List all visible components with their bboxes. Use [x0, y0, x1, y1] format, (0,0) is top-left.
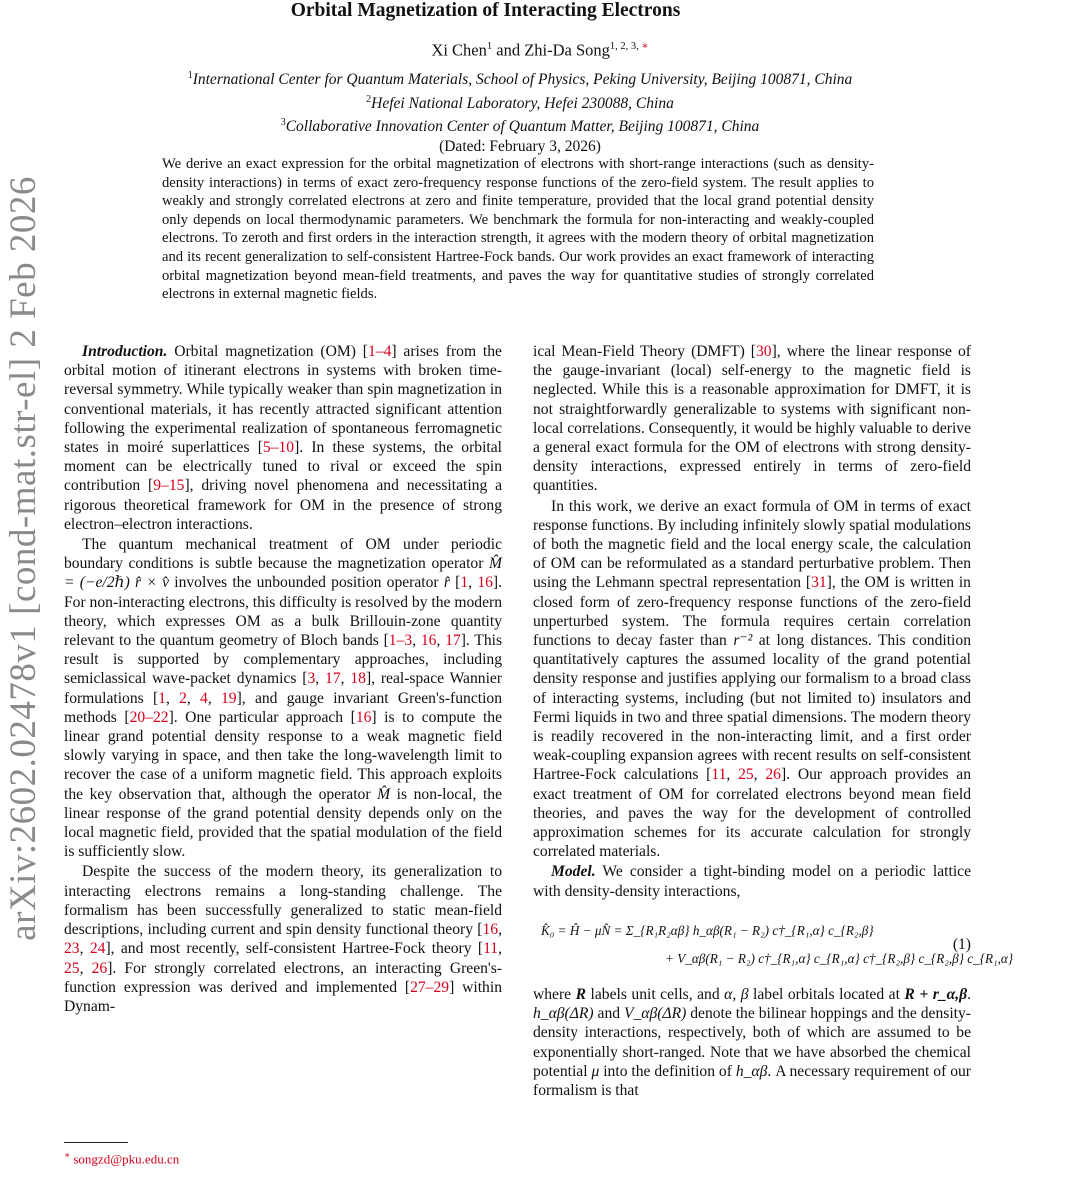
- citation-link[interactable]: 11: [483, 940, 499, 958]
- inline-math: R + r_α,β: [904, 985, 968, 1003]
- inline-math: μ: [591, 1062, 600, 1080]
- citation-link[interactable]: 23: [64, 940, 80, 958]
- author-line: [0, 40, 1080, 61]
- body-paragraph: Model. We consider a tight-binding model on a periodic lattice with density-density interactions,: [533, 863, 971, 900]
- affiliation-1: $^1$International Center for Quantum Materials, School of Physics, Peking University, Beijing 100871, China: [187, 70, 853, 89]
- author-and: and: [496, 40, 521, 60]
- equation-line-2: + V_αβ(R₁ − R₂) c†_{R₁,α} c_{R₁,α} c†_{R₂,β} c_{R₂,β} c_{R₁,α}: [665, 950, 1014, 966]
- citation-link[interactable]: 16: [355, 708, 372, 726]
- citation-link[interactable]: 19: [221, 689, 237, 707]
- citation-link[interactable]: 17: [325, 670, 341, 688]
- affiliation-3: $^3$Collaborative Innovation Center of Quantum Matter, Beijing 100871, China: [280, 117, 760, 136]
- left-column: [64, 342, 502, 1017]
- citation-link[interactable]: 26: [765, 766, 781, 784]
- equation-number: (1): [952, 935, 971, 953]
- citation-link[interactable]: 1–4: [367, 343, 392, 360]
- footnote-star: ∗: [64, 1150, 71, 1160]
- corresponding-star[interactable]: ∗: [641, 41, 649, 52]
- citation-link[interactable]: 11: [711, 766, 727, 784]
- equation-line-1: K̂₀ = Ĥ − μN̂ = Σ_{R₁R₂αβ} h_αβ(R₁ − R₂) c†_{R₁,α} c_{R₂,β}: [541, 922, 874, 938]
- citation-link[interactable]: 4: [200, 689, 208, 707]
- citation-link[interactable]: 31: [811, 574, 827, 592]
- citation-link[interactable]: 5–10: [262, 439, 295, 457]
- arxiv-identifier: [0, 175, 58, 941]
- citation-link[interactable]: 2: [179, 689, 187, 707]
- abstract: We derive an exact expression for the orbital magnetization of electrons with short-range interactions (such as density-density interactions) in terms of exact zero-frequency response functions of the zero-field system. The result applies to weakly and strongly correlated electrons at zero and finite temperature, provided that the local grand potential density only depends on local thermodynamic parameters. We benchmark the formula for non-interacting and weakly-coupled electrons. To zeroth and first orders in the interaction strength, it agrees with the modern theory of orbital magnetization and its recent generalization to self-consistent Hartree-Fock bands. Our work provides an exact framework of interacting orbital magnetization beyond mean-field treatments, and paves the way for quantitative studies of strongly correlated electrons in external magnetic fields.: [162, 156, 874, 303]
- inline-math: h_αβ(ΔR): [533, 1005, 594, 1023]
- citation-link[interactable]: 17: [445, 632, 461, 650]
- inline-math: α, β: [724, 985, 749, 1003]
- inline-math: h_αβ: [735, 1062, 768, 1080]
- body-paragraph: The quantum mechanical treatment of OM under periodic boundary conditions is subtle because the magnetization operator M̂ = (−e/2ℏ) r̂ × v̂ involves the unbounded position operator r̂ [1, 16]. For non-interacting electrons, this difficulty is resolved by the modern theory, which expresses OM as a bulk Brillouin-zone quantity relevant to the quantum geometry of Bloch bands [1–3, 16, 17]. This result is supported by complementary approaches, including semiclassical wave-packet dynamics [3, 17, 18], real-space Wannier formulations [1, 2, 4, 19], and gauge invariant Green's-function methods [20–22]. One particular approach [16] is to compute the linear grand potential density response to a weak magnetic field slowly varying in space, and then take the long-wavelength limit to recover the case of a uniform magnetic field. This approach exploits the key observation that, although the operator M̂ is non-local, the linear response of the grand potential density depends only on the local magnetic field, provided that the spatial modulation of the field is sufficiently slow.: [64, 536, 503, 861]
- citation-link[interactable]: 20–22: [129, 708, 169, 726]
- section-header-introduction: Introduction.: [82, 343, 168, 360]
- citation-link[interactable]: 16: [420, 632, 437, 650]
- inline-math: M̂ = (−e/2ℏ) r̂ × v̂: [64, 555, 502, 592]
- paper-title: Orbital Magnetization of Interacting Electrons: [290, 0, 681, 21]
- equation-1: [533, 917, 1014, 973]
- citation-link[interactable]: 16: [482, 921, 499, 939]
- body-paragraph: ical Mean-Field Theory (DMFT) [30], where the linear response of the gauge-invariant (local) self-energy to the magnetic field is neglected. While this is a reasonable approximation for DMFT, it is not straightforwardly generalizable to systems with significant non-local correlations. Consequently, it would be highly valuable to derive a general exact formula for the OM of electrons with strong density-density interactions, expressed entirely in terms of zero-field quantities.: [533, 343, 971, 495]
- affiliations: [0, 66, 1040, 156]
- email-link[interactable]: songzd@pku.edu.cn: [73, 1151, 180, 1167]
- author-1-affil: 1: [486, 41, 493, 52]
- citation-link[interactable]: 25: [738, 766, 754, 784]
- citation-link[interactable]: 1: [158, 689, 166, 707]
- inline-math: M̂: [377, 785, 391, 803]
- footnote: [64, 1150, 179, 1167]
- citation-link[interactable]: 26: [91, 959, 108, 977]
- author-1: Xi Chen: [431, 40, 487, 60]
- affiliation-2: $^2$Hefei National Laboratory, Hefei 230088, China: [366, 93, 674, 112]
- inline-math: V_αβ(ΔR): [623, 1005, 687, 1023]
- section-header-model: Model.: [551, 863, 596, 881]
- citation-link[interactable]: 16: [477, 574, 493, 592]
- body-paragraph: Despite the success of the modern theory, its generalization to interacting electrons remains a long-standing challenge. The formalism has been successfully generalized to static mean-field descriptions, including current and spin density functional theory [16, 23, 24], and most recently, self-consistent Hartree-Fock theory [11, 25, 26]. For strongly correlated electrons, an interacting Green's-function expression was derived and implemented [27–29] within Dynam-: [64, 863, 503, 1015]
- inline-math: R: [575, 985, 587, 1003]
- citation-link[interactable]: 3: [307, 670, 316, 688]
- right-column: [533, 342, 1014, 1101]
- body-paragraph: In this work, we derive an exact formula of OM in terms of exact response functions. By including infinitely slowly spatial modulations of both the magnetic field and the local energy scale, the calculation of OM can be reformulated as a standard perturbative problem. Then using the Lehmann spectral representation [31], the OM is written in closed form of zero-frequency response functions of the zero-field unperturbed system. The formula requires certain correlation functions to decay faster than r⁻² at long distances. This condition quantitatively captures the assumed locality of the grand potential density response and justifies applying our formalism to a broad class of interacting systems, including (but not limited to) insulators and Fermi liquids in two and three spatial dimensions. The modern theory is readily recovered in the non-interacting limit, and a first order weak-coupling expansion agrees with recent results on self-consistent Hartree-Fock calculations [11, 25, 26]. Our approach provides an exact treatment of OM for correlated electrons beyond mean field theories, and paves the way for the development of controlled approximation schemes for its accurate calculation for strongly correlated materials.: [533, 497, 972, 861]
- citation-link[interactable]: 25: [64, 959, 80, 977]
- body-paragraph: where R labels unit cells, and α, β label orbitals located at R + r_α,β. h_αβ(ΔR) and V_αβ(ΔR) denote the bilinear hoppings and the density-density interactions, respectively, both of which are assumed to be exponentially short-ranged. Note that we have absorbed the chemical potential μ into the definition of h_αβ. A necessary requirement of our formalism is that: [533, 985, 972, 1099]
- citation-link[interactable]: 18: [350, 670, 366, 688]
- citation-link[interactable]: 1–3: [388, 632, 413, 650]
- citation-link[interactable]: 24: [89, 940, 106, 958]
- inline-math: r̂: [443, 574, 450, 592]
- date-line: (Dated: February 3, 2026): [439, 137, 601, 155]
- citation-link[interactable]: 9–15: [153, 477, 185, 495]
- author-2-affil: 1, 2, 3, ∗: [609, 41, 649, 52]
- citation-link[interactable]: 1: [460, 574, 469, 592]
- inline-math: r⁻²: [733, 632, 753, 650]
- footnote-divider: [64, 1142, 128, 1143]
- citation-link[interactable]: 27–29: [410, 978, 450, 996]
- arxiv-identifier-text: arXiv:2602.02478v1 [cond-mat.str-el] 2 Feb 2026: [2, 175, 44, 941]
- intro-paragraph: Introduction. Orbital magnetization (OM) [1–4] arises from the orbital motion of itinerant electrons in systems with broken time-reversal symmetry. While typically weaker than spin magnetization in conventional materials, it has recently attracted significant attention following the experimental realization of spontaneous ferromagnetic states in moiré superlattices [5–10]. In these systems, the orbital moment can be electrically tuned to rival or exceed the spin contribution [9–15], driving novel phenomena and necessitating a rigorous theoretical framework for OM in the presence of strong electron–electron interactions.: [64, 343, 502, 533]
- author-2: Zhi-Da Song: [524, 40, 610, 60]
- citation-link[interactable]: 30: [756, 343, 772, 360]
